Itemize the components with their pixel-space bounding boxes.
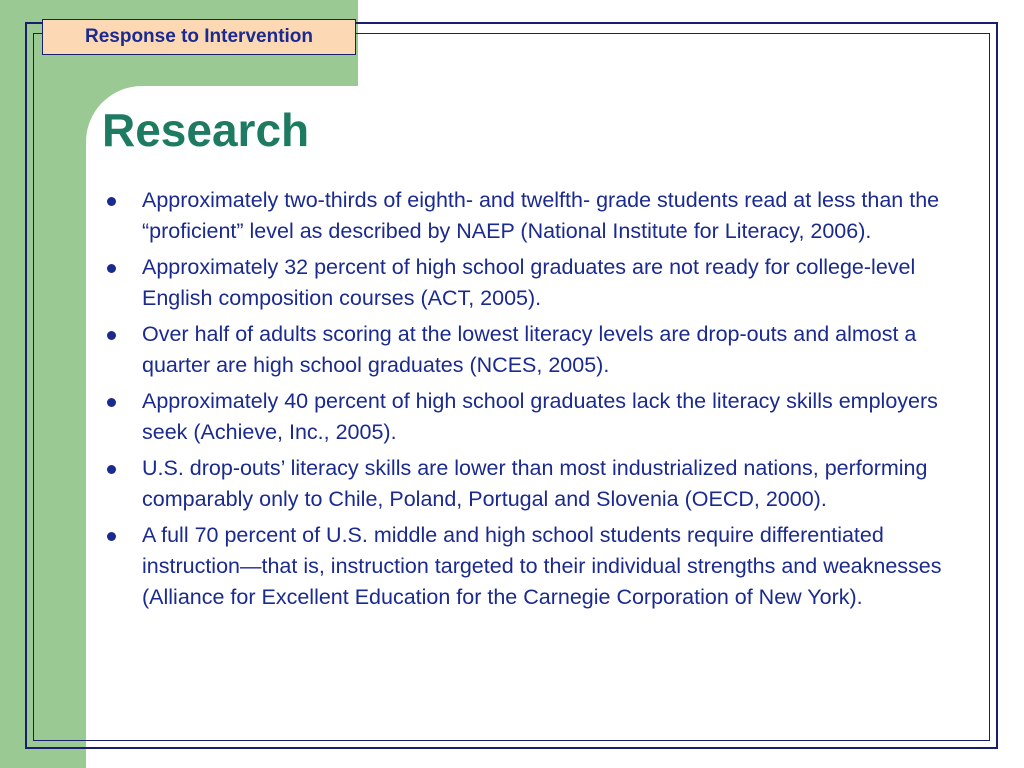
bullet-item [102, 453, 982, 515]
slide-title: Research [102, 104, 310, 156]
bullet-text: Over half of adults scoring at the lowest literacy levels are drop-outs and almost a quarter are high school graduates (NCES, 2005). [142, 322, 917, 377]
bullet-item [102, 386, 982, 448]
bullet-text: Approximately 32 percent of high school graduates are not ready for college-level English composition courses (ACT, 2005). [142, 255, 916, 310]
bullet-list [102, 185, 982, 618]
bullet-item [102, 185, 982, 247]
bullet-dot-icon [107, 197, 116, 206]
bullet-text: A full 70 percent of U.S. middle and high school students require differentiated instruction—that is, instruction targeted to their individual strengths and weaknesses (Alliance for Excellent Education for the Carnegie Corporation of New York). [142, 523, 942, 609]
bullet-text: U.S. drop-outs’ literacy skills are lower than most industrialized nations, performing comparably only to Chile, Poland, Portugal and Slovenia (OECD, 2000). [142, 456, 928, 511]
header-tab [42, 19, 356, 55]
bullet-dot-icon [107, 532, 116, 541]
bullet-dot-icon [107, 465, 116, 474]
bullet-item [102, 252, 982, 314]
bullet-text: Approximately two-thirds of eighth- and twelfth- grade students read at less than the “proficient” level as described by NAEP (National Institute for Literacy, 2006). [142, 188, 940, 243]
bullet-text: Approximately 40 percent of high school graduates lack the literacy skills employers seek (Achieve, Inc., 2005). [142, 389, 938, 444]
bullet-dot-icon [107, 398, 116, 407]
bullet-item [102, 520, 982, 613]
bullet-dot-icon [107, 264, 116, 273]
bullet-dot-icon [107, 331, 116, 340]
bullet-item [102, 319, 982, 381]
header-tab-label: Response to Intervention [84, 26, 314, 47]
